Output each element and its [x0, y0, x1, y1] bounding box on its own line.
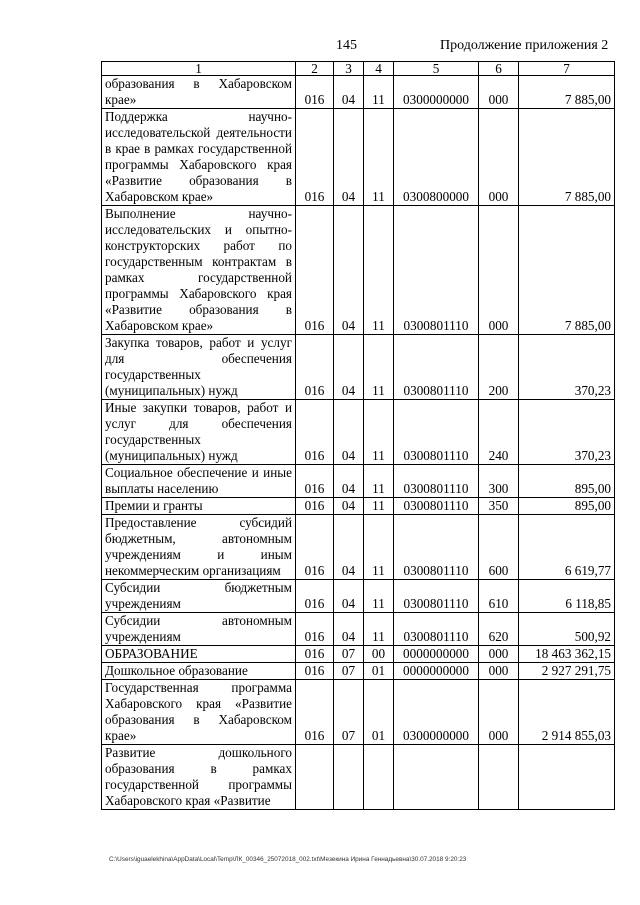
code-cell: 000 — [479, 76, 519, 109]
code-cell: 00 — [364, 646, 394, 663]
column-header: 2 — [296, 62, 334, 76]
column-header-row — [102, 62, 615, 76]
column-header: 4 — [364, 62, 394, 76]
code-cell: 04 — [334, 498, 364, 515]
amount-cell — [519, 745, 615, 810]
code-cell: 016 — [296, 580, 334, 613]
amount-cell: 7 885,00 — [519, 76, 615, 109]
table-row — [102, 335, 615, 400]
code-cell: 11 — [364, 465, 394, 498]
code-cell: 016 — [296, 613, 334, 646]
column-header: 1 — [102, 62, 296, 76]
column-header: 3 — [334, 62, 364, 76]
code-cell: 11 — [364, 400, 394, 465]
table-row — [102, 663, 615, 680]
code-cell: 350 — [479, 498, 519, 515]
row-name-cell: Выполнение научно-исследовательских и опытно-конструкторских работ по государственным контрактам в рамках государственной программы Хабаровского края «Развитие образования в Хабаровском крае» — [102, 206, 296, 335]
code-cell — [334, 745, 364, 810]
code-cell: 0300801110 — [394, 465, 479, 498]
table-row — [102, 206, 615, 335]
code-cell — [364, 745, 394, 810]
column-header: 5 — [394, 62, 479, 76]
continuation-label: Продолжение приложения 2 — [440, 38, 609, 53]
row-name-cell: ОБРАЗОВАНИЕ — [102, 646, 296, 663]
code-cell: 300 — [479, 465, 519, 498]
code-cell: 240 — [479, 400, 519, 465]
row-name-cell: Иные закупки товаров, работ и услуг для обеспечения государственных (муниципальных) нужд — [102, 400, 296, 465]
code-cell: 000 — [479, 206, 519, 335]
code-cell: 04 — [334, 76, 364, 109]
code-cell: 620 — [479, 613, 519, 646]
code-cell: 11 — [364, 109, 394, 206]
code-cell: 07 — [334, 680, 364, 745]
code-cell: 0000000000 — [394, 646, 479, 663]
amount-cell: 895,00 — [519, 465, 615, 498]
code-cell: 04 — [334, 109, 364, 206]
code-cell: 0300801110 — [394, 613, 479, 646]
code-cell: 0300801110 — [394, 400, 479, 465]
amount-cell: 500,92 — [519, 613, 615, 646]
row-name-cell: Субсидии автономным учреждениям — [102, 613, 296, 646]
code-cell: 016 — [296, 515, 334, 580]
code-cell: 0300801110 — [394, 498, 479, 515]
amount-cell: 7 885,00 — [519, 206, 615, 335]
code-cell: 0300000000 — [394, 680, 479, 745]
code-cell: 04 — [334, 335, 364, 400]
row-name-cell: Премии и гранты — [102, 498, 296, 515]
code-cell: 04 — [334, 465, 364, 498]
code-cell: 0300000000 — [394, 76, 479, 109]
code-cell: 11 — [364, 515, 394, 580]
row-name-cell: Социальное обеспечение и иные выплаты населению — [102, 465, 296, 498]
code-cell: 11 — [364, 498, 394, 515]
code-cell: 11 — [364, 580, 394, 613]
code-cell: 200 — [479, 335, 519, 400]
table-row — [102, 680, 615, 745]
code-cell: 0300800000 — [394, 109, 479, 206]
code-cell: 04 — [334, 580, 364, 613]
row-name-cell: Дошкольное образование — [102, 663, 296, 680]
code-cell: 610 — [479, 580, 519, 613]
table-row — [102, 400, 615, 465]
code-cell: 04 — [334, 613, 364, 646]
code-cell: 016 — [296, 206, 334, 335]
table-row — [102, 515, 615, 580]
code-cell: 016 — [296, 76, 334, 109]
table-row — [102, 646, 615, 663]
code-cell — [394, 745, 479, 810]
code-cell — [296, 745, 334, 810]
code-cell: 04 — [334, 515, 364, 580]
code-cell: 000 — [479, 646, 519, 663]
amount-cell: 2 914 855,03 — [519, 680, 615, 745]
table-row — [102, 109, 615, 206]
code-cell: 016 — [296, 663, 334, 680]
code-cell: 01 — [364, 663, 394, 680]
code-cell: 0300801110 — [394, 580, 479, 613]
amount-cell: 895,00 — [519, 498, 615, 515]
row-name-cell: Закупка товаров, работ и услуг для обеспечения государственных (муниципальных) нужд — [102, 335, 296, 400]
table-row — [102, 745, 615, 810]
footer-file-path: C:\Users\iguaelekhina\AppData\Local\Temp\ЛК_00346_25072018_002.txt\Мезекина Ирина Геннадьевна\30.07.2018 9:20:23 — [109, 856, 467, 863]
code-cell: 04 — [334, 400, 364, 465]
table-row — [102, 465, 615, 498]
column-header: 6 — [479, 62, 519, 76]
row-name-cell: Государственная программа Хабаровского края «Развитие образования в Хабаровском крае» — [102, 680, 296, 745]
amount-cell: 370,23 — [519, 335, 615, 400]
code-cell: 0000000000 — [394, 663, 479, 680]
table-row — [102, 498, 615, 515]
code-cell: 000 — [479, 680, 519, 745]
code-cell: 016 — [296, 498, 334, 515]
code-cell: 0300801110 — [394, 515, 479, 580]
code-cell: 04 — [334, 206, 364, 335]
table-row — [102, 76, 615, 109]
code-cell: 0300801110 — [394, 335, 479, 400]
code-cell: 07 — [334, 663, 364, 680]
page-number: 145 — [336, 38, 357, 53]
row-name-cell: Субсидии бюджетным учреждениям — [102, 580, 296, 613]
amount-cell: 18 463 362,15 — [519, 646, 615, 663]
amount-cell: 6 619,77 — [519, 515, 615, 580]
code-cell: 11 — [364, 613, 394, 646]
row-name-cell: Развитие дошкольного образования в рамках государственной программы Хабаровского края «Развитие — [102, 745, 296, 810]
row-name-cell: образования в Хабаровском крае» — [102, 76, 296, 109]
code-cell: 07 — [334, 646, 364, 663]
amount-cell: 7 885,00 — [519, 109, 615, 206]
code-cell: 016 — [296, 109, 334, 206]
code-cell: 016 — [296, 465, 334, 498]
code-cell: 01 — [364, 680, 394, 745]
table-row — [102, 613, 615, 646]
row-name-cell: Предоставление субсидий бюджетным, автономным учреждениям и иным некоммерческим организациям — [102, 515, 296, 580]
row-name-cell: Поддержка научно-исследовательской деятельности в крае в рамках государственной программы Хабаровского края «Развитие образования в Хабаровском крае» — [102, 109, 296, 206]
code-cell: 016 — [296, 680, 334, 745]
code-cell: 000 — [479, 109, 519, 206]
code-cell: 0300801110 — [394, 206, 479, 335]
table-row — [102, 580, 615, 613]
amount-cell: 370,23 — [519, 400, 615, 465]
code-cell: 11 — [364, 206, 394, 335]
column-header: 7 — [519, 62, 615, 76]
code-cell: 000 — [479, 663, 519, 680]
code-cell: 600 — [479, 515, 519, 580]
code-cell: 016 — [296, 646, 334, 663]
code-cell: 016 — [296, 400, 334, 465]
code-cell — [479, 745, 519, 810]
amount-cell: 6 118,85 — [519, 580, 615, 613]
code-cell: 016 — [296, 335, 334, 400]
amount-cell: 2 927 291,75 — [519, 663, 615, 680]
code-cell: 11 — [364, 335, 394, 400]
code-cell: 11 — [364, 76, 394, 109]
budget-table — [101, 61, 615, 810]
